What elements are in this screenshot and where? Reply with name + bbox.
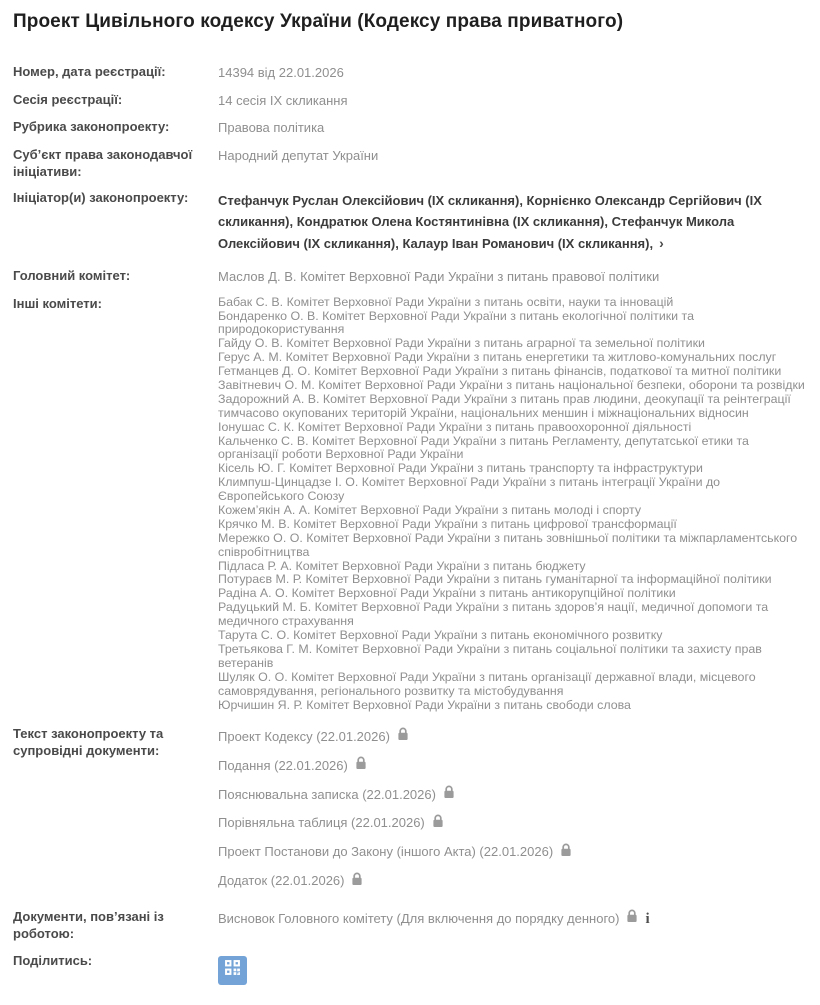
lock-icon [432, 814, 444, 834]
row-other-committees [13, 296, 806, 713]
row-registration-number [13, 64, 806, 83]
qr-share-icon [224, 959, 241, 982]
committee-item: Кісель Ю. Г. Комітет Верховної Ради України з питань транспорту та інфраструктури [218, 461, 703, 476]
document-row [218, 727, 806, 747]
initiators-names [218, 190, 806, 255]
share-label: Поділитись: [13, 953, 93, 969]
lock-icon [397, 727, 409, 747]
row-initiative-subject [13, 147, 806, 181]
row-rubric [13, 119, 806, 138]
committee-item: Іонушас С. К. Комітет Верховної Ради України з питань правоохоронної діяльності [218, 419, 692, 434]
qr-share-button[interactable] [218, 956, 247, 985]
related-documents-label: Документи, пов’язані із роботою: [13, 909, 164, 942]
document-row [218, 814, 806, 834]
initiators-label: Ініціатор(и) законопроекту: [13, 190, 189, 206]
document-link[interactable]: Пояснювальна записка (22.01.2026) [218, 786, 436, 802]
document-link[interactable]: Порівняльна таблиця (22.01.2026) [218, 815, 425, 831]
committee-item: Мережко О. О. Комітет Верховної Ради України з питань зовнішньої політики та міжпарламентського співробітництва [218, 530, 798, 559]
committee-item: Бабак С. В. Комітет Верховної Ради України з питань освіти, науки та інновацій [218, 294, 674, 309]
initiative-subject-label: Суб’єкт права законодавчої ініціативи: [13, 147, 193, 180]
related-document-row [218, 909, 806, 929]
row-initiators [13, 190, 806, 255]
committee-item: Гайду О. В. Комітет Верховної Ради України з питань аграрної та земельної політики [218, 336, 705, 351]
committee-item: Шуляк О. О. Комітет Верховної Ради України з питань організації державної влади, місцевого самоврядування, регіонального розвитку та містобудування [218, 669, 756, 698]
rubric-value: Правова політика [218, 120, 325, 136]
registration-session-label: Сесія реєстрації: [13, 91, 123, 107]
committee-item: Завітневич О. М. Комітет Верховної Ради України з питань національної безпеки, оборони та розвідки [218, 378, 805, 393]
page-title: Проект Цивільного кодексу України (Кодексу права приватного) [13, 11, 624, 32]
committee-item: Радіна А. О. Комітет Верховної Ради України з питань антикорупційної політики [218, 586, 676, 601]
committee-item: Радуцький М. Б. Комітет Верховної Ради України з питань здоров’я нації, медичної допомоги та медичного страхування [218, 600, 769, 629]
document-link[interactable]: Додаток (22.01.2026) [218, 873, 345, 889]
lock-icon [626, 909, 638, 929]
committee-item: Бондаренко О. В. Комітет Верховної Ради України з питань екологічної політики та природокористування [218, 308, 694, 337]
document-link[interactable]: Проект Кодексу (22.01.2026) [218, 728, 390, 744]
committee-item: Потураєв М. Р. Комітет Верховної Ради України з питань гуманітарної та інформаційної політики [218, 572, 772, 587]
row-share [13, 953, 806, 985]
document-row [218, 785, 806, 805]
committee-item: Юрчишин Я. Р. Комітет Верховної Ради України з питань свободи слова [218, 697, 631, 712]
document-row [218, 872, 806, 892]
row-main-committee [13, 268, 806, 287]
committee-item: Климпуш-Цинцадзе І. О. Комітет Верховної Ради України з питань інтеграції України до Європейського Союзу [218, 475, 721, 504]
row-related-documents [13, 909, 806, 943]
row-registration-session [13, 92, 806, 111]
bill-documents-label: Текст законопроекту та супровідні документи: [13, 726, 164, 759]
initiative-subject-value: Народний депутат України [218, 148, 379, 164]
rubric-label: Рубрика законопроекту: [13, 119, 170, 135]
committee-item: Кальченко С. В. Комітет Верховної Ради України з питань Регламенту, депутатської етики та організації роботи Верховної Ради України [218, 433, 749, 462]
lock-icon [355, 756, 367, 776]
committee-item: Підласа Р. А. Комітет Верховної Ради України з питань бюджету [218, 558, 586, 573]
other-committees-label: Інші комітети: [13, 295, 102, 311]
committee-item: Тарута С. О. Комітет Верховної Ради України з питань економічного розвитку [218, 628, 663, 643]
main-committee-label: Головний комітет: [13, 267, 131, 283]
lock-icon [351, 872, 363, 892]
registration-number-label: Номер, дата реєстрації: [13, 63, 166, 79]
lock-icon [560, 843, 572, 863]
initiators-names-text[interactable]: Стефанчук Руслан Олексійович (IX скликання), Корнієнко Олександр Сергійович (IX скликання), Кондратюк Олена Костянтинівна (IX скликання), Стефанчук Микола Олексійович (IX скликання), Калаур Іван Романович (IX скликання), [218, 193, 762, 252]
document-link[interactable]: Проект Постанови до Закону (іншого Акта) (22.01.2026) [218, 844, 554, 860]
document-row [218, 756, 806, 776]
committee-item: Герус А. М. Комітет Верховної Ради України з питань енергетики та житлово-комунальних послуг [218, 350, 777, 365]
committee-item: Гетманцев Д. О. Комітет Верховної Ради України з питань фінансів, податкової та митної політики [218, 364, 782, 379]
committee-item: Третьякова Г. М. Комітет Верховної Ради України з питань соціальної політики та захисту прав ветеранів [218, 641, 762, 670]
info-icon[interactable]: i [645, 910, 650, 927]
other-committees-list [218, 296, 806, 713]
registration-session-value: 14 сесія IX скликання [218, 92, 348, 108]
committee-item: Крячко М. В. Комітет Верховної Ради України з питань цифрової трансформації [218, 516, 677, 531]
chevron-right-icon[interactable]: › [659, 235, 664, 252]
document-row [218, 843, 806, 863]
committee-item: Задорожний А. В. Комітет Верховної Ради України з питань прав людини, деокупації та реінтеграції тимчасово окупованих територій України, національних меншин і міжнаціональних відносин [218, 391, 791, 420]
related-document-link[interactable]: Висновок Головного комітету (Для включення до порядку денного) [218, 910, 620, 926]
lock-icon [443, 785, 455, 805]
document-link[interactable]: Подання (22.01.2026) [218, 757, 348, 773]
registration-number-value: 14394 від 22.01.2026 [218, 64, 344, 80]
bill-documents-list [218, 726, 806, 900]
row-bill-documents [13, 726, 806, 900]
committee-item: Кожем’якін А. А. Комітет Верховної Ради України з питань молоді і спорту [218, 503, 642, 518]
main-committee-value: Маслов Д. В. Комітет Верховної Ради України з питань правової політики [218, 268, 660, 284]
